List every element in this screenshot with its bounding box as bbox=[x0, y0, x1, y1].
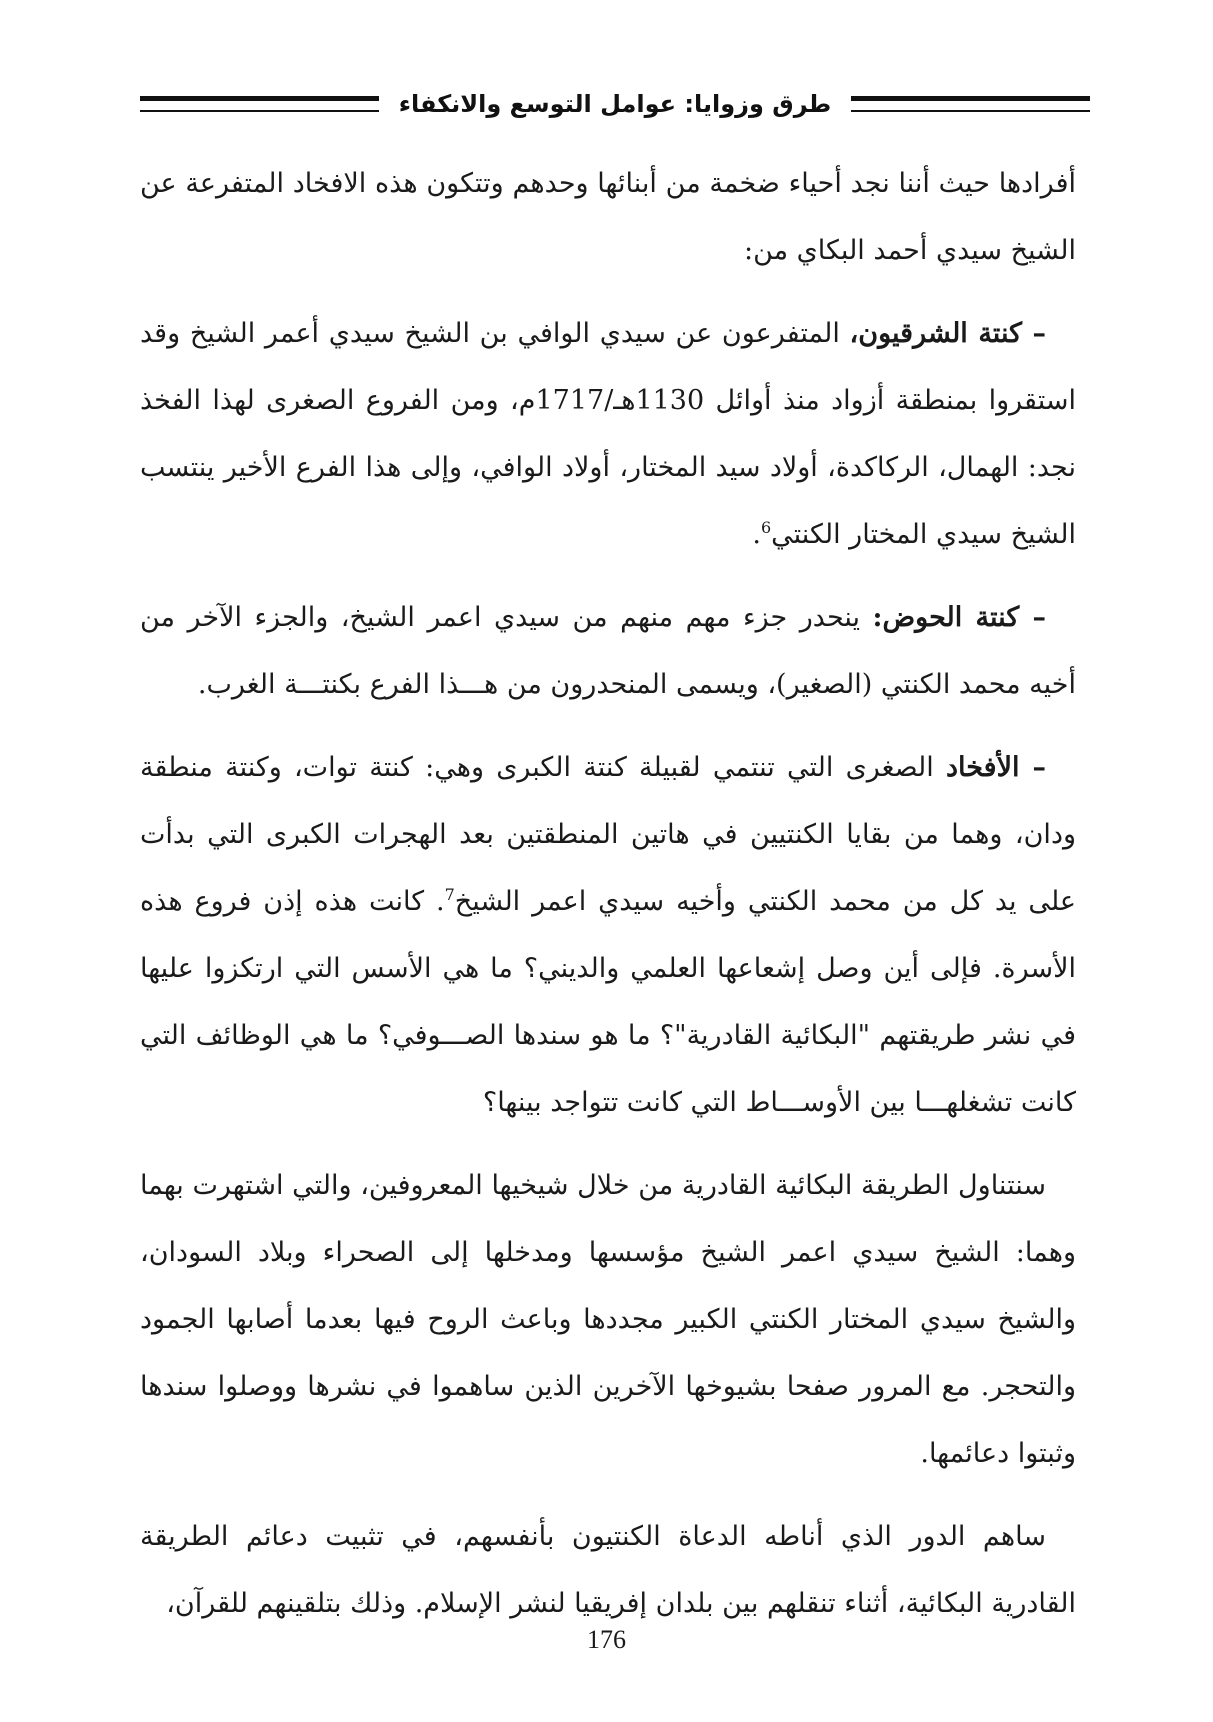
paragraph-3 bbox=[140, 584, 1076, 718]
running-header-title: طرق وزوايا: عوامل التوسع والانكفاء bbox=[398, 90, 832, 118]
header-rule-left bbox=[140, 96, 379, 112]
paragraph-1: أفرادها حيث أننا نجد أحياء ضخمة من أبنائها وحدهم وتتكون هذه الافخاد المتفرعة عن الشيخ سيدي أحمد البكاي من: bbox=[140, 168, 1076, 266]
paragraph-4-text: الصغرى التي تنتمي لقبيلة كنتة الكبرى وهي: كنتة توات، وكنتة منطقة ودان، وهما من بقايا الكنتيين في هاتين المنطقتين بعد الهجرات الكبرى التي بدأت على يد كل من محمد الكنتي وأخيه سيدي اعمر الشيخ bbox=[140, 752, 1076, 917]
paragraph-5: سنتناول الطريقة البكائية القادرية من خلال شيخيها المعروفين، والتي اشتهرت بهما وهما: الشيخ سيدي اعمر الشيخ مؤسسها ومدخلها إلى الصحراء وبلاد السودان، والشيخ سيدي المختار الكنتي الكبير مجددها وباعث الروح فيها بعدما أصابها الجمود والتحجر. مع المرور صفحا بشيوخها الآخرين الذين ساهموا في نشرها ووصلوا سندها وثبتوا دعائمها. bbox=[140, 1170, 1076, 1469]
paragraph-2-heading: – كنتة الشرقيون، bbox=[849, 318, 1046, 349]
header-rule-right bbox=[851, 96, 1090, 112]
paragraph-4-end: . كانت هذه إذن فروع هذه الأسرة. فإلى أين وصل إشعاعها العلمي والديني؟ ما هي الأسس التي ارتكزوا عليها في نشر طريقتهم "البكائية القادرية"؟ ما هو سندها الصـــوفي؟ ما هي الوظائف التي كانت تشغلهـــا بين الأوســـاط التي كانت تتواجد بينها؟ bbox=[140, 886, 1076, 1118]
paragraph-6: ساهم الدور الذي أناطه الدعاة الكنتيون بأنفسهم، في تثبيت دعائم الطريقة القادرية البكائية، أثناء تنقلهم بين بلدان إفريقيا لنشر الإسلام. وذلك بتلقينهم للقرآن، bbox=[140, 1521, 1076, 1619]
paragraph-3-heading: – كنتة الحوض: bbox=[872, 602, 1046, 633]
paragraph-2-text: المتفرعون عن سيدي الوافي بن الشيخ سيدي أعمر الشيخ وقد استقروا بمنطقة أزواد منذ أوائل 1130هـ/1717م، ومن الفروع الصغرى لهذا الفخذ نجد: الهمال، الركاكدة، أولاد سيد المختار، أولاد الوافي، وإلى هذا الفرع الأخير ينتسب الشيخ سيدي المختار الكنتي bbox=[140, 318, 1076, 550]
paragraph-2 bbox=[140, 300, 1076, 568]
footnote-ref-6[interactable]: 6 bbox=[760, 518, 772, 537]
paragraph-4 bbox=[140, 734, 1076, 1136]
paragraph-2-end: . bbox=[752, 519, 761, 550]
footnote-ref-7[interactable]: 7 bbox=[444, 885, 455, 904]
page-number: 176 bbox=[587, 1625, 626, 1654]
running-header bbox=[140, 84, 1090, 124]
paragraph-3-text: ينحدر جزء مهم منهم من سيدي اعمر الشيخ، والجزء الآخر من أخيه محمد الكنتي (الصغير)، ويسمى المنحدرون من هـــذا الفرع بكنتـــة الغرب. bbox=[140, 602, 1076, 700]
paragraph-4-heading: – الأفخاد bbox=[945, 752, 1046, 783]
body-text bbox=[140, 150, 1076, 1653]
